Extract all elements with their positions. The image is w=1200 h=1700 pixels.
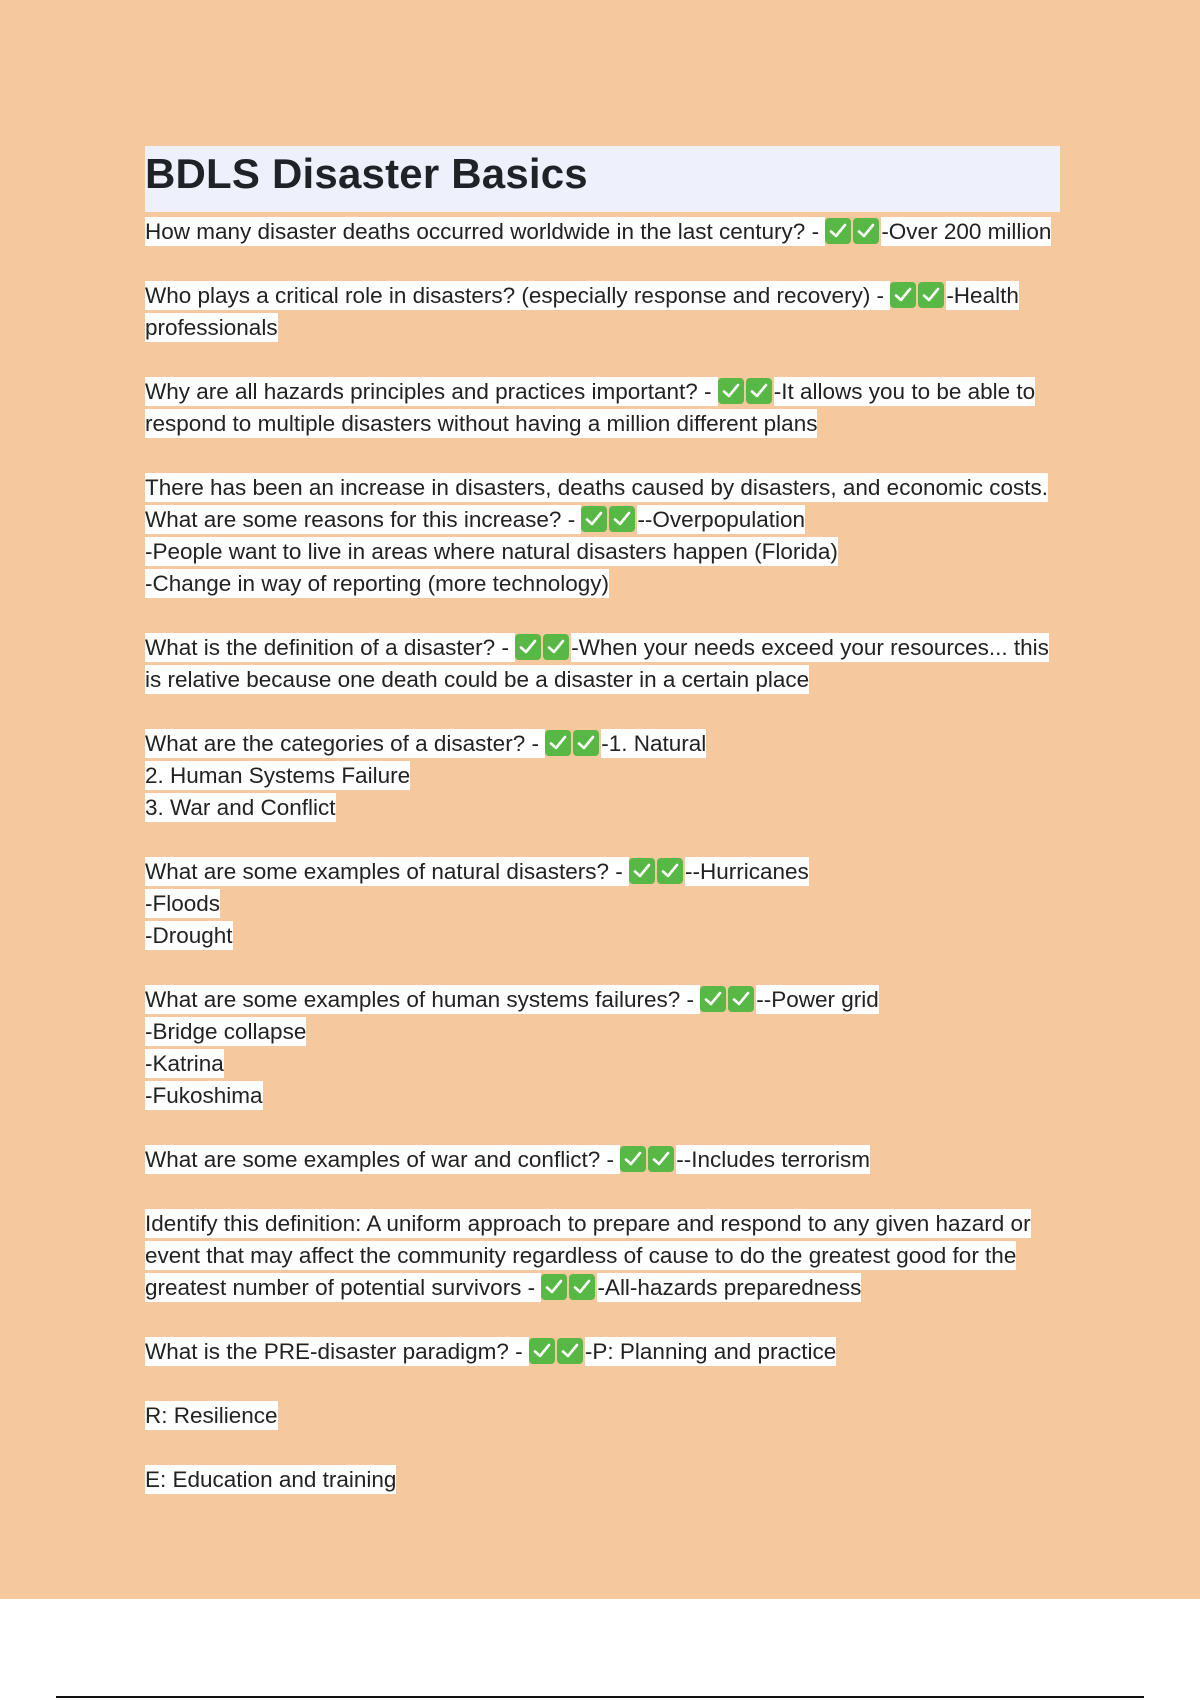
document-content	[145, 146, 1060, 1528]
check-mark-icon	[515, 635, 571, 660]
check-mark-icon	[541, 1275, 597, 1300]
question-text: What is the PRE-disaster paradigm? -	[145, 1339, 529, 1364]
check-box-icon	[890, 282, 916, 308]
question-text: How many disaster deaths occurred worldwide in the last century? -	[145, 219, 826, 244]
qa-item	[145, 1336, 1060, 1368]
check-box-icon	[657, 858, 683, 884]
answer-text: -Katrina	[145, 1051, 224, 1076]
answer-text: -Floods	[145, 891, 221, 916]
answer-text: -P: Planning and practice	[584, 1339, 837, 1364]
answer-text: 2. Human Systems Failure	[145, 763, 411, 788]
qa-item	[145, 1144, 1060, 1176]
answer-text: -Drought	[145, 923, 233, 948]
qa-item	[145, 728, 1060, 824]
question-text: What are the categories of a disaster? -	[145, 731, 546, 756]
check-mark-icon	[890, 283, 946, 308]
page-title: BDLS Disaster Basics	[145, 146, 1060, 212]
question-text: What are some examples of human systems failures? -	[145, 987, 701, 1012]
question-text: There has been an increase in disasters, deaths caused by disasters, and economic costs. What are some reasons for this increase? -	[145, 475, 1048, 532]
answer-text: --Power grid	[756, 987, 879, 1012]
check-box-icon	[718, 378, 744, 404]
check-box-icon	[728, 986, 754, 1012]
answer-text: --Hurricanes	[684, 859, 809, 884]
check-box-icon	[569, 1274, 595, 1300]
check-box-icon	[746, 378, 772, 404]
answer-paragraph	[145, 1464, 1060, 1496]
qa-item	[145, 472, 1060, 600]
check-mark-icon	[581, 507, 637, 532]
question-text: What is the definition of a disaster? -	[145, 635, 516, 660]
check-mark-icon	[545, 731, 601, 756]
question-text: Why are all hazards principles and practices important? -	[145, 379, 718, 404]
check-mark-icon	[718, 379, 774, 404]
check-box-icon	[529, 1338, 555, 1364]
answer-text: E: Education and training	[145, 1467, 397, 1492]
answer-text: -Bridge collapse	[145, 1019, 307, 1044]
check-box-icon	[545, 730, 571, 756]
check-box-icon	[543, 634, 569, 660]
check-mark-icon	[825, 219, 881, 244]
check-box-icon	[557, 1338, 583, 1364]
qa-item	[145, 376, 1060, 440]
check-box-icon	[541, 1274, 567, 1300]
check-box-icon	[825, 218, 851, 244]
qa-item	[145, 984, 1060, 1112]
qa-item	[145, 280, 1060, 344]
check-box-icon	[700, 986, 726, 1012]
answer-text: -Over 200 million	[881, 219, 1052, 244]
question-text: What are some examples of war and conflict? -	[145, 1147, 621, 1172]
qa-item	[145, 632, 1060, 696]
answer-text: -Change in way of reporting (more technology)	[145, 571, 609, 596]
check-box-icon	[609, 506, 635, 532]
check-mark-icon	[629, 859, 685, 884]
check-box-icon	[853, 218, 879, 244]
answer-text: -When your needs exceed your resources... this is relative because one death could be a disaster in a certain place	[145, 635, 1049, 692]
qa-item	[145, 216, 1060, 248]
question-text: Who plays a critical role in disasters? (especially response and recovery) -	[145, 283, 891, 308]
answer-text: R: Resilience	[145, 1403, 278, 1428]
check-mark-icon	[700, 987, 756, 1012]
check-box-icon	[918, 282, 944, 308]
answer-text: -1. Natural	[601, 731, 707, 756]
check-box-icon	[648, 1146, 674, 1172]
question-text: Identify this definition: A uniform approach to prepare and respond to any given hazard or event that may affect the community regardless of cause to do the greatest good for the greatest number of potential survivors -	[145, 1211, 1031, 1300]
question-text: What are some examples of natural disasters? -	[145, 859, 629, 884]
answer-text: --Overpopulation	[637, 507, 806, 532]
answer-text: -It allows you to be able to respond to multiple disasters without having a million different plans	[145, 379, 1036, 436]
footer-divider	[56, 1696, 1144, 1698]
answer-text: 3. War and Conflict	[145, 795, 336, 820]
answer-text: -All-hazards preparedness	[597, 1275, 862, 1300]
check-box-icon	[573, 730, 599, 756]
answer-paragraph	[145, 1400, 1060, 1432]
answer-text: -Fukoshima	[145, 1083, 263, 1108]
qa-item	[145, 1208, 1060, 1304]
check-box-icon	[581, 506, 607, 532]
check-box-icon	[515, 634, 541, 660]
check-box-icon	[620, 1146, 646, 1172]
qa-list	[145, 216, 1060, 1496]
check-mark-icon	[620, 1147, 676, 1172]
check-mark-icon	[529, 1339, 585, 1364]
qa-item	[145, 856, 1060, 952]
answer-text: -Health professionals	[145, 283, 1019, 340]
check-box-icon	[629, 858, 655, 884]
answer-text: -People want to live in areas where natural disasters happen (Florida)	[145, 539, 838, 564]
answer-text: --Includes terrorism	[676, 1147, 870, 1172]
